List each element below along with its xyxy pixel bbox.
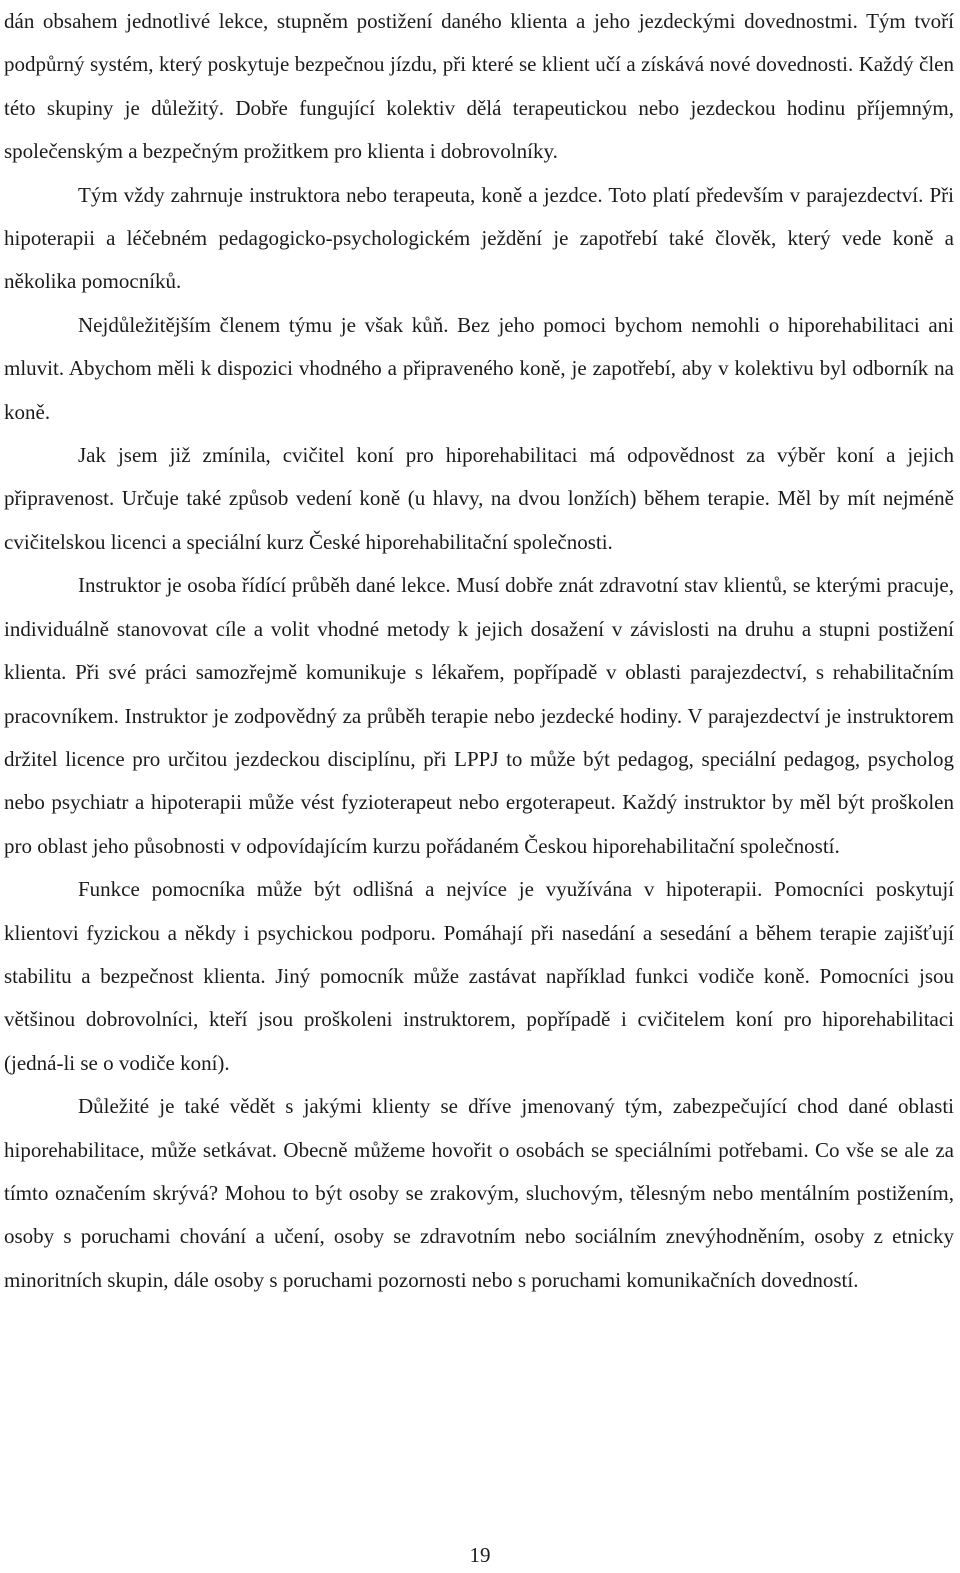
body-text (4, 0, 954, 1302)
paragraph-instructor: Instruktor je osoba řídící průběh dané lekce. Musí dobře znát zdravotní stav klientů, se kterými pracuje, individuálně stanovovat cíle a volit vhodné metody k jejich dosažení v závislosti na druhu a stupni postižení klienta. Při své práci samozřejmě komunikuje s lékařem, popřípadě v oblasti parajezdectví, s rehabilitačním pracovníkem. Instruktor je zodpovědný za průběh terapie nebo jezdecké hodiny. V parajezdectví je instruktorem držitel licence pro určitou jezdeckou disciplínu, při LPPJ to může být pedagog, speciální pedagog, psycholog nebo psychiatr a hipoterapii může vést fyzioterapeut nebo ergoterapeut. Každý instruktor by měl být proškolen pro oblast jeho působnosti v odpovídajícím kurzu pořádaném Českou hiporehabilitační společností. (4, 573, 954, 858)
paragraph-horse: Nejdůležitějším členem týmu je však kůň. Bez jeho pomoci bychom nemohli o hiporehabilitaci ani mluvit. Abychom měli k dispozici vhodného a připraveného koně, je zapotřebí, aby v kolektivu byl odborník na koně. (4, 312, 954, 424)
paragraph-clients: Důležité je také vědět s jakými klienty se dříve jmenovaný tým, zabezpečující chod dané oblasti hiporehabilitace, může setkávat. Obecně můžeme hovořit o osobách se speciálními potřebami. Co vše se ale za tímto označením skrývá? Mohou to být osoby se zrakovým, sluchovým, tělesným nebo mentálním postižením, osoby s poruchami chování a učení, osoby se zdravotním nebo sociálním znevýhodněním, osoby z etnicky minoritních skupin, dále osoby s poruchami pozornosti nebo s poruchami komunikačních dovedností. (4, 1094, 954, 1292)
paragraph-horse-trainer: Jak jsem již zmínila, cvičitel koní pro hiporehabilitaci má odpovědnost za výběr koní a jejich připravenost. Určuje také způsob vedení koně (u hlavy, na dvou lonžích) během terapie. Měl by mít nejméně cvičitelskou licenci a speciální kurz České hiporehabilitační společnosti. (4, 443, 954, 554)
paragraph-continuation: dán obsahem jednotlivé lekce, stupněm postižení daného klienta a jeho jezdeckými dovednostmi. Tým tvoří podpůrný systém, který poskytuje bezpečnou jízdu, při které se klient učí a získává nové dovednosti. Každý člen této skupiny je důležitý. Dobře fungující kolektiv dělá terapeutickou nebo jezdeckou hodinu příjemným, společenským a bezpečným prožitkem pro klienta i dobrovolníky. (4, 9, 954, 164)
paragraph-team: Tým vždy zahrnuje instruktora nebo terapeuta, koně a jezdce. Toto platí především v parajezdectví. Při hipoterapii a léčebném pedagogicko-psychologickém ježdění je zapotřebí také člověk, který vede koně a několika pomocníků. (4, 182, 954, 294)
page-number: 19 (469, 1543, 491, 1567)
paragraph-helper: Funkce pomocníka může být odlišná a nejvíce je využívána v hipoterapii. Pomocníci poskytují klientovi fyzickou a někdy i psychickou podporu. Pomáhají při nasedání a sesedání a během terapie zajišťují stabilitu a bezpečnost klienta. Jiný pomocník může zastávat například funkci vodiče koně. Pomocníci jsou většinou dobrovolníci, kteří jsou proškoleni instruktorem, popřípadě i cvičitelem koní pro hiporehabilitaci (jedná-li se o vodiče koní). (4, 877, 954, 1075)
